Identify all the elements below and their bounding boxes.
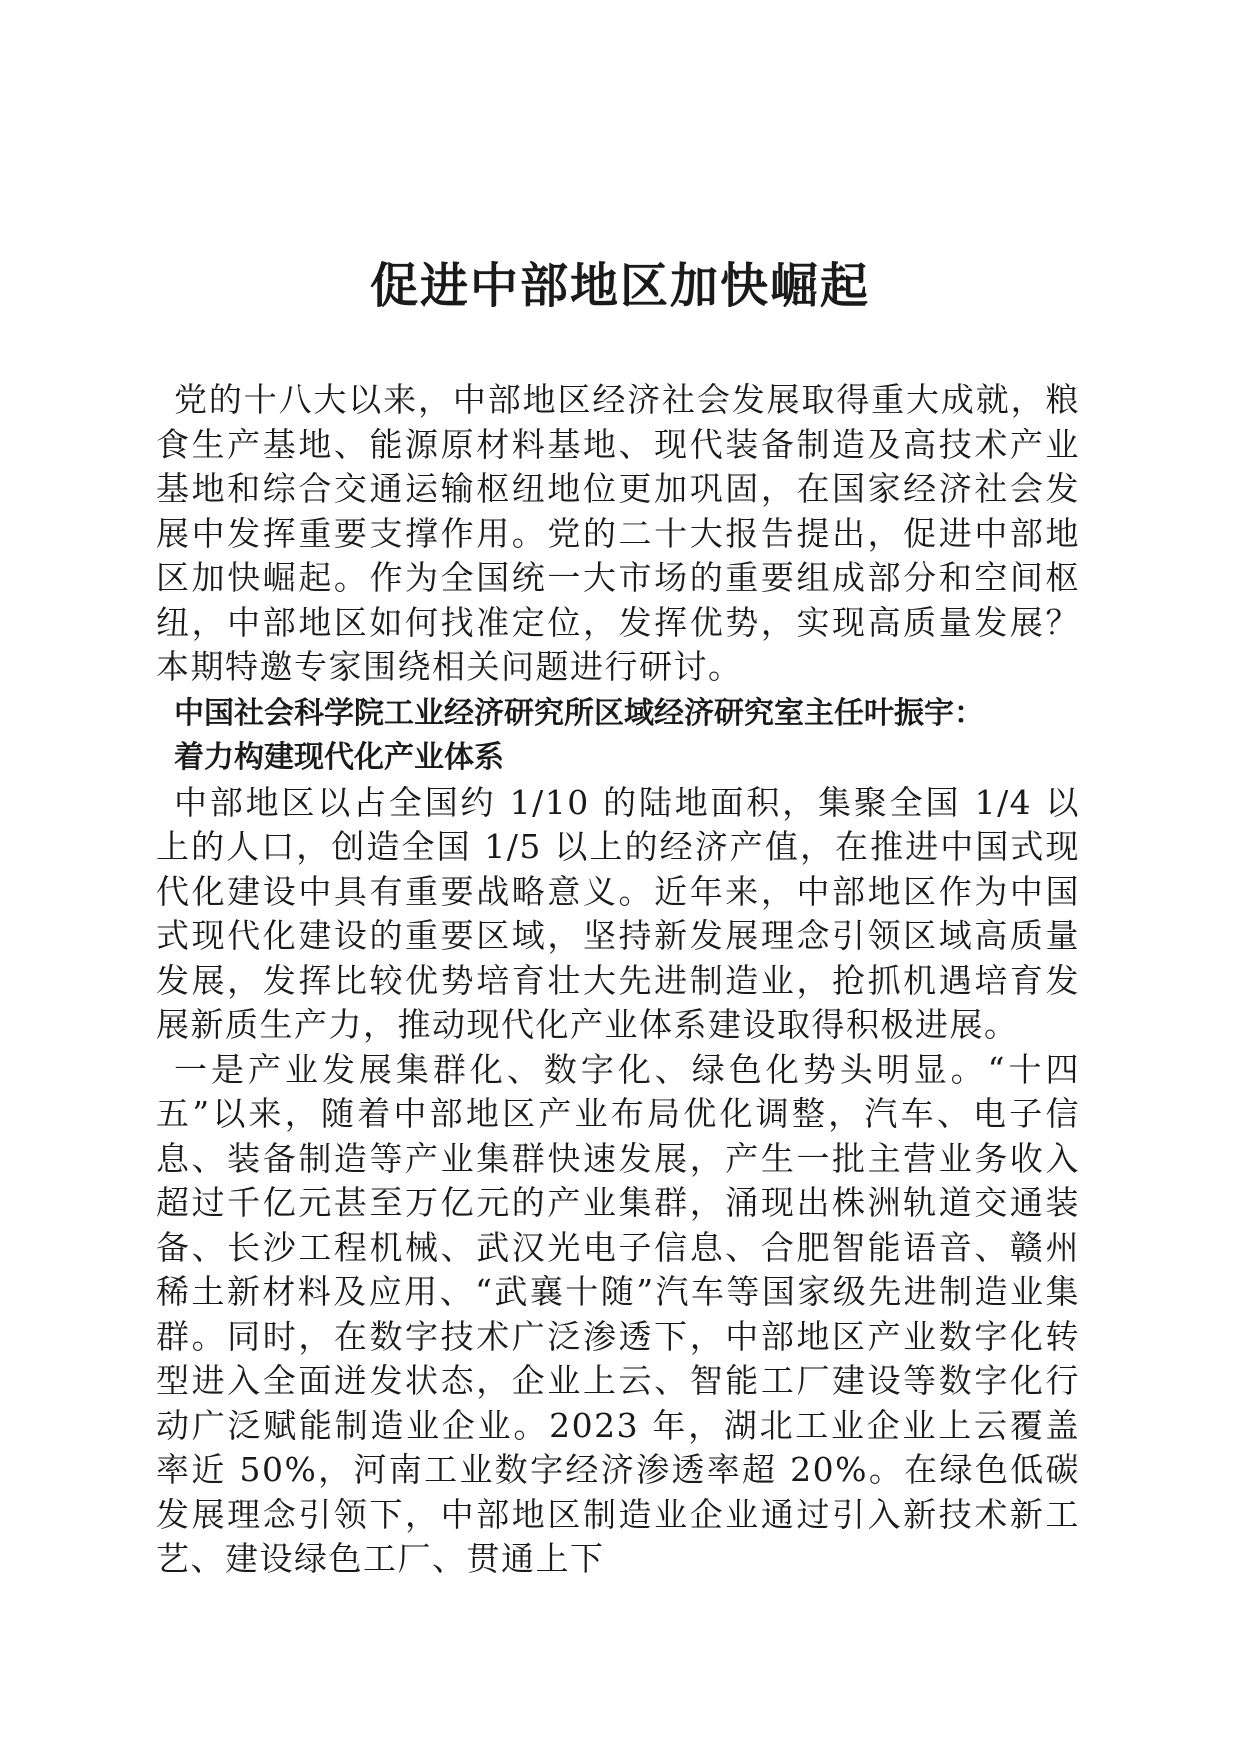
- body-paragraph: 一是产业发展集群化、数字化、绿色化势头明显。“十四五”以来，随着中部地区产业布局优化调整，汽车、电子信息、装备制造等产业集群快速发展，产生一批主营业务收入超过千亿元甚至万亿元的产业集群，涌现出株洲轨道交通装备、长沙工程机械、武汉光电子信息、合肥智能语音、赣州稀土新材料及应用、“武襄十随”汽车等国家级先进制造业集群。同时，在数字技术广泛渗透下，中部地区产业数字化转型进入全面迸发状态，企业上云、智能工厂建设等数字化行动广泛赋能制造业企业。2023 年，湖北工业企业上云覆盖率近 50%，河南工业数字经济渗透率超 20%。在绿色低碳发展理念引领下，中部地区制造业企业通过引入新技术新工艺、建设绿色工厂、贯通上下: [156, 1049, 1080, 1578]
- intro-paragraph: 党的十八大以来，中部地区经济社会发展取得重大成就，粮食生产基地、能源原材料基地、现代装备制造及高技术产业基地和综合交通运输枢纽地位更加巩固，在国家经济社会发展中发挥重要支撑作用。党的二十大报告提出，促进中部地区加快崛起。作为全国统一大市场的重要组成部分和空间枢纽，中部地区如何找准定位，发挥优势，实现高质量发展？本期特邀专家围绕相关问题进行研讨。: [156, 380, 1080, 686]
- section-author: 中国社会科学院工业经济研究所区域经济研究室主任叶振宇：: [174, 695, 984, 731]
- page-title: 促进中部地区加快崛起: [369, 258, 870, 314]
- body-paragraph: 中部地区以占全国约 1/10 的陆地面积，集聚全国 1/4 以上的人口，创造全国 1/5 以上的经济产值，在推进中国式现代化建设中具有重要战略意义。近年来，中部地区作为中国式现代化建设的重要区域，坚持新发展理念引领区域高质量发展，发挥比较优势培育壮大先进制造业，抢抓机遇培育发展新质生产力，推动现代化产业体系建设取得积极进展。: [156, 782, 1080, 1044]
- section-heading: 着力构建现代化产业体系: [174, 740, 504, 775]
- article-body: [156, 378, 1080, 1582]
